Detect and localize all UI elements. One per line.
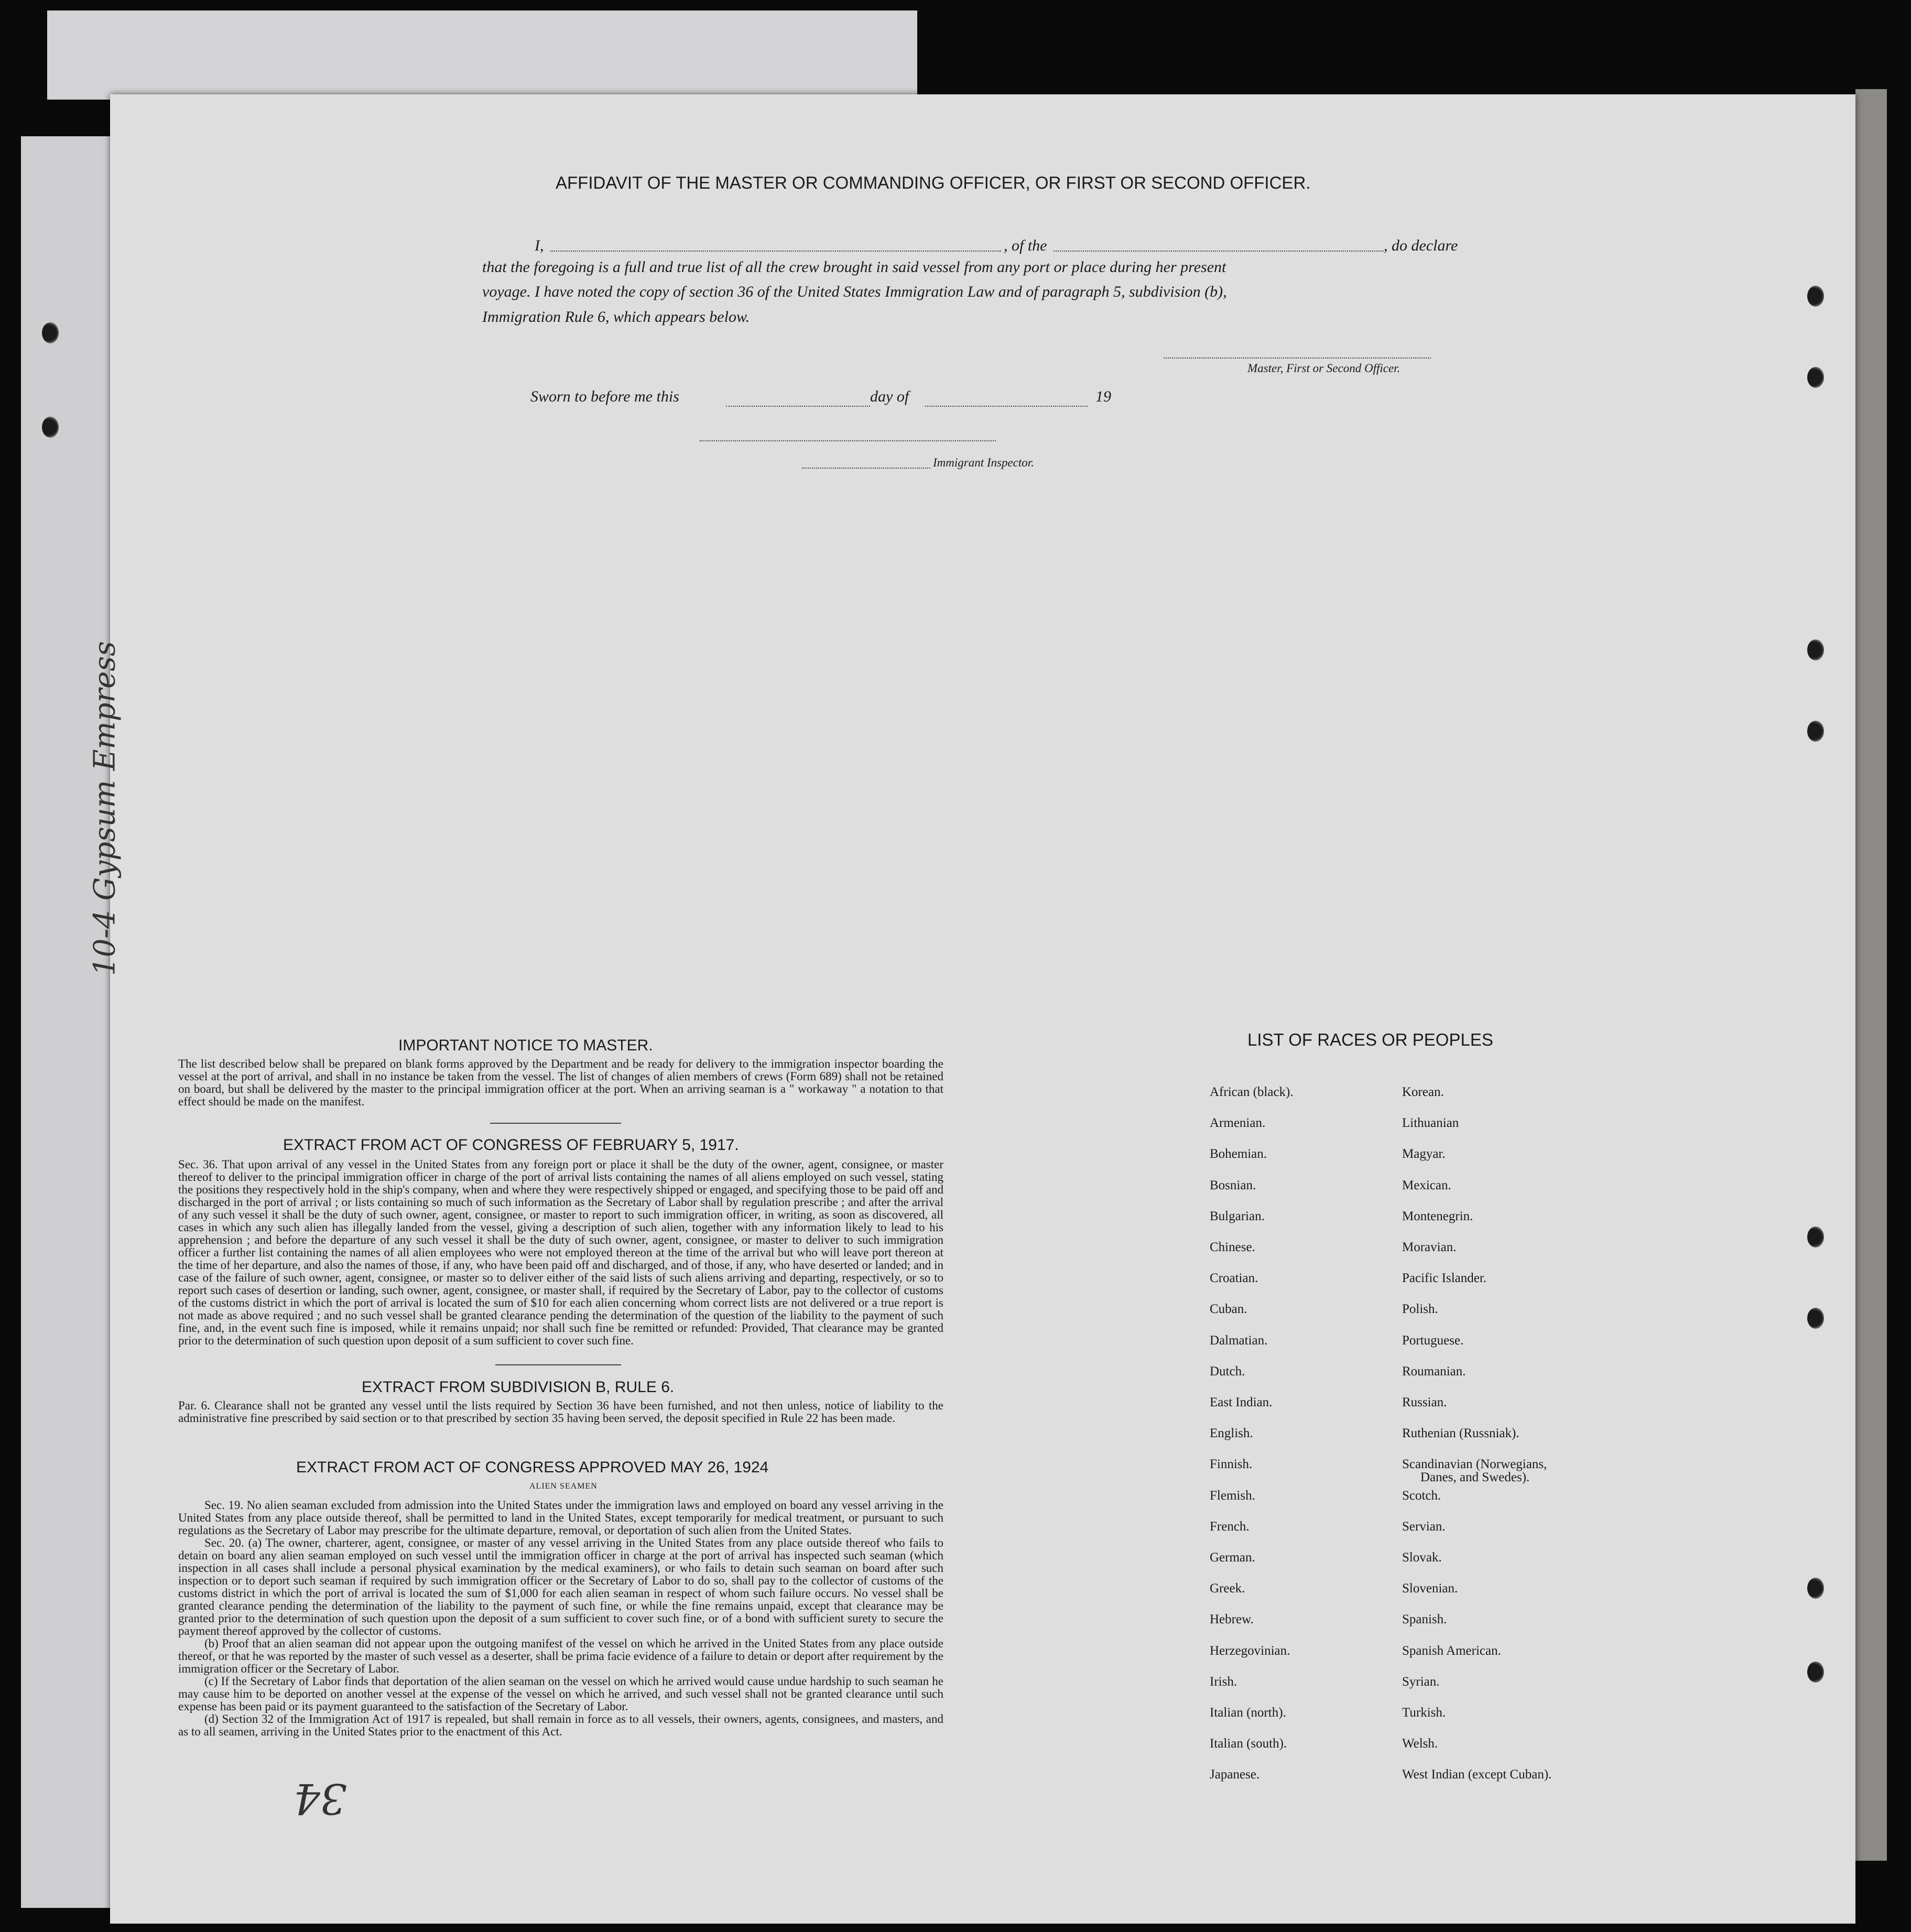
- punch-hole: [1807, 1227, 1824, 1247]
- punch-hole: [1807, 1308, 1824, 1329]
- back-sheet-right: [1855, 89, 1887, 1861]
- master-signature-line: [1164, 357, 1431, 359]
- year-prefix: 19: [1095, 388, 1111, 405]
- vessel-blank: [1054, 251, 1384, 252]
- race-item: Cuban.: [1210, 1302, 1247, 1316]
- race-item: Finnish.: [1210, 1457, 1253, 1471]
- handwritten-margin-note: 10-4 Gypsum Empress: [88, 641, 122, 976]
- race-item: Herzegovinian.: [1210, 1644, 1290, 1658]
- race-item: Scotch.: [1402, 1489, 1441, 1503]
- races-title: LIST OF RACES OR PEOPLES: [1247, 1030, 1493, 1049]
- race-item: Lithuanian: [1402, 1116, 1459, 1130]
- affidavit-line1-declare: , do declare: [1384, 237, 1458, 254]
- extract-1924-title: EXTRACT FROM ACT OF CONGRESS APPROVED MAY 26, 1924: [296, 1459, 769, 1476]
- affidavit-body-line2: that the foregoing is a full and true list of all the crew brought in said vessel from any port or place during her present: [482, 258, 1226, 276]
- punch-hole: [1807, 286, 1824, 307]
- notice-title: IMPORTANT NOTICE TO MASTER.: [398, 1037, 653, 1054]
- race-item: Russian.: [1402, 1395, 1447, 1409]
- sec-20b-paragraph: (b) Proof that an alien seaman did not appear upon the outgoing manifest of the vessel on which he arrived in the United States from any place outside thereof, or that he was reported by the master of such vessel as a deserter, shall be prima facie evidence of a failure to detain or deport after requirement by the immigration officer or the Secretary of Labor.: [178, 1637, 943, 1675]
- race-item: Italian (south).: [1210, 1736, 1287, 1751]
- divider: [490, 1123, 621, 1124]
- sec-20d-paragraph: (d) Section 32 of the Immigration Act of 1917 is repealed, but shall remain in force as to all vessels, their owners, agents, consignees, and masters, and as to all seamen, arriving in the United States prior to the enactment of this Act.: [178, 1712, 943, 1738]
- affidavit-line1-i: I,: [535, 237, 544, 254]
- punch-hole: [1807, 721, 1824, 742]
- race-item: Turkish.: [1402, 1706, 1446, 1720]
- extract-1917-title: EXTRACT FROM ACT OF CONGRESS OF FEBRUARY 5, 1917.: [283, 1136, 739, 1154]
- race-item: English.: [1210, 1426, 1253, 1440]
- race-item: Moravian.: [1402, 1240, 1457, 1254]
- race-item: Dalmatian.: [1210, 1333, 1268, 1348]
- race-item: Japanese.: [1210, 1767, 1260, 1782]
- race-item: Bosnian.: [1210, 1178, 1256, 1192]
- back-sheet-top: [47, 10, 917, 100]
- name-blank: [550, 251, 1001, 252]
- race-item: Spanish.: [1402, 1612, 1447, 1626]
- handwritten-page-number: 34: [294, 1774, 347, 1823]
- extract-rule6-body: Par. 6. Clearance shall not be granted any vessel until the lists required by Section 36 have been furnished, and not then unless, notice of liability to the administrative fine prescribed by said section or to that prescribed by section 35 having been served, the deposit specified in Rule 22 has been made.: [178, 1399, 943, 1425]
- race-item: Ruthenian (Russniak).: [1402, 1426, 1519, 1440]
- master-label: Master, First or Second Officer.: [1247, 362, 1400, 375]
- race-item: Syrian.: [1402, 1675, 1440, 1689]
- race-item: Italian (north).: [1210, 1706, 1286, 1720]
- race-item: Servian.: [1402, 1519, 1446, 1534]
- race-item: Dutch.: [1210, 1364, 1245, 1379]
- race-item: Chinese.: [1210, 1240, 1255, 1254]
- race-item: French.: [1210, 1519, 1250, 1534]
- race-item: Slovenian.: [1402, 1581, 1458, 1595]
- race-item: Bohemian.: [1210, 1147, 1267, 1161]
- inspector-signature-line-a: [700, 440, 996, 441]
- race-item: Croatian.: [1210, 1271, 1258, 1285]
- sworn-day-blank: [726, 406, 870, 407]
- race-item: Roumanian.: [1402, 1364, 1466, 1379]
- sec-20a-paragraph: Sec. 20. (a) The owner, charterer, agent, consignee, or master of any vessel arriving in the United States from any place outside thereof who fails to detain on board any alien seaman employed on such vessel until the immigration officer in charge at the port of arrival has inspected such seaman (which inspection in all cases shall include a personal physical examination by the medical examiners), or who fails to detain such seaman on board after such inspection or to deport such seaman if required by such immigration officer or the Secretary of Labor to do so, shall pay to the collector of customs of the customs district in which the port of arrival is located the sum of $1,000 for each alien seaman in respect of whom such failure occurs. No vessel shall be granted clearance pending the determination of the liability to the payment of such fine, or while the fine remains unpaid, except that clearance may be granted prior to the determination of such question upon the deposit of a sum sufficient to cover such fine, or of a bond with sufficient surety to secure the payment thereof approved by the collector of customs.: [178, 1536, 943, 1637]
- sworn-before: Sworn to before me this: [530, 388, 679, 405]
- race-item: Flemish.: [1210, 1489, 1255, 1503]
- race-item: Hebrew.: [1210, 1612, 1254, 1626]
- race-item: Spanish American.: [1402, 1644, 1501, 1658]
- race-item: African (black).: [1210, 1085, 1294, 1099]
- race-item: Danes, and Swedes).: [1420, 1470, 1530, 1484]
- sec-20c-paragraph: (c) If the Secretary of Labor finds that deportation of the alien seaman on the vessel on which he arrived would cause undue hardship to such seaman he may cause him to be deported on another vessel at the expense of the vessel on which he arrived, and such vessel shall not be granted clearance until such expense has been paid or its payment guaranteed to the satisfaction of the Secretary of Labor.: [178, 1675, 943, 1713]
- punch-hole: [42, 417, 59, 438]
- race-item: Mexican.: [1402, 1178, 1451, 1192]
- race-item: Magyar.: [1402, 1147, 1446, 1161]
- race-item: East Indian.: [1210, 1395, 1273, 1409]
- punch-hole: [1807, 639, 1824, 660]
- race-item: Korean.: [1402, 1085, 1444, 1099]
- race-item: German.: [1210, 1550, 1255, 1565]
- race-item: Irish.: [1210, 1675, 1237, 1689]
- race-item: Greek.: [1210, 1581, 1245, 1595]
- punch-hole: [1807, 1578, 1824, 1599]
- race-item: Scandinavian (Norwegians,: [1402, 1457, 1547, 1471]
- race-item: Polish.: [1402, 1302, 1438, 1316]
- race-item: Bulgarian.: [1210, 1209, 1265, 1223]
- race-item: Armenian.: [1210, 1116, 1266, 1130]
- race-item: Welsh.: [1402, 1736, 1438, 1751]
- inspector-signature-line-b: [802, 468, 930, 469]
- extract-rule6-title: EXTRACT FROM SUBDIVISION B, RULE 6.: [362, 1379, 675, 1396]
- affidavit-title: AFFIDAVIT OF THE MASTER OR COMMANDING OFFICER, OR FIRST OR SECOND OFFICER.: [556, 173, 1311, 192]
- day-of: day of: [870, 388, 909, 405]
- divider: [495, 1364, 621, 1365]
- extract-1917-body: Sec. 36. That upon arrival of any vessel in the United States from any foreign port or place it shall be the duty of the owner, agent, consignee, or master thereof to deliver to the principal immigration officer in charge of the port of arrival lists containing the names of all aliens employed on such vessel, stating the positions they respectively hold in the ship's company, when and where they were respectively shipped or engaged, and specifying those to be paid off and discharged in the port of arrival ; or lists containing so much of such information as the Secretary of Labor shall by regulation prescribe ; and after the arrival of any such vessel it shall be the duty of such owner, agent, consignee, or master to report to such immigration officer, in writing, as soon as discovered, all cases in which any such alien has illegally landed from the vessel, giving a description of such alien, together with any information likely to lead to his apprehension ; and before the departure of any such vessel it shall be the duty of such owner, agent, consignee, or master to deliver to such immigration officer a further list containing the names of all alien employees who were not employed thereon at the time of the arrival but who will leave port thereon at the time of her departure, and also the names of those, if any, who have been paid off and discharged, and of those, if any, who have deserted or landed; and in case of the failure of such owner, agent, consignee, or master so to deliver either of the said lists of such aliens arriving and departing, respectively, or so to report such cases of desertion or landing, such owner, agent, consignee, or master shall, if required by the Secretary of Labor, pay to the collector of customs of the customs district in which the port of arrival is located the sum of $10 for each alien concerning whom correct lists are not delivered or a true report is not made as above required ; and no such vessel shall be granted clearance pending the determination of the question of the liability to the payment of such fine, and, in the event such fine is imposed, while it remains unpaid; nor shall such fine be remitted or refunded: Provided, That clearance may be granted prior to the determination of such question upon deposit of a sum sufficient to cover such fine.: [178, 1158, 943, 1347]
- extract-1924-body: [178, 1499, 943, 1738]
- race-item: Montenegrin.: [1402, 1209, 1473, 1223]
- race-item: Slovak.: [1402, 1550, 1442, 1565]
- punch-hole: [1807, 367, 1824, 388]
- affidavit-body-line3: voyage. I have noted the copy of section 36 of the United States Immigration Law and of paragraph 5, subdivision (b),: [482, 283, 1227, 300]
- race-item: West Indian (except Cuban).: [1402, 1767, 1552, 1782]
- back-sheet-left: [21, 136, 110, 1908]
- sec-19-paragraph: Sec. 19. No alien seaman excluded from admission into the United States under the immigration laws and employed on board any vessel arriving in the United States from any place outside thereof, shall be permitted to land in the United States, except temporarily for medical treatment, or pursuant to such regulations as the Secretary of Labor may prescribe for the ultimate departure, removal, or deportation of such alien from the United States.: [178, 1499, 943, 1537]
- inspector-label: Immigrant Inspector.: [933, 456, 1034, 469]
- punch-hole: [42, 322, 59, 343]
- affidavit-body-line4: Immigration Rule 6, which appears below.: [482, 308, 750, 325]
- race-item: Portuguese.: [1402, 1333, 1464, 1348]
- notice-body: The list described below shall be prepared on blank forms approved by the Department and be ready for delivery to the immigration inspector boarding the vessel at the port of arrival, and shall in no instance be taken from the vessel. The list of changes of alien members of crews (Form 689) shall not be retained on board, but shall be delivered by the master to the principal immigration officer at the port. When an arriving seaman is a " workaway " a notation to that effect should be made on the manifest.: [178, 1057, 943, 1108]
- affidavit-line1-of: , of the: [1004, 237, 1047, 254]
- race-item: Pacific Islander.: [1402, 1271, 1487, 1285]
- punch-hole: [1807, 1662, 1824, 1683]
- extract-1924-subtitle: ALIEN SEAMEN: [529, 1482, 598, 1491]
- sworn-month-blank: [925, 406, 1088, 407]
